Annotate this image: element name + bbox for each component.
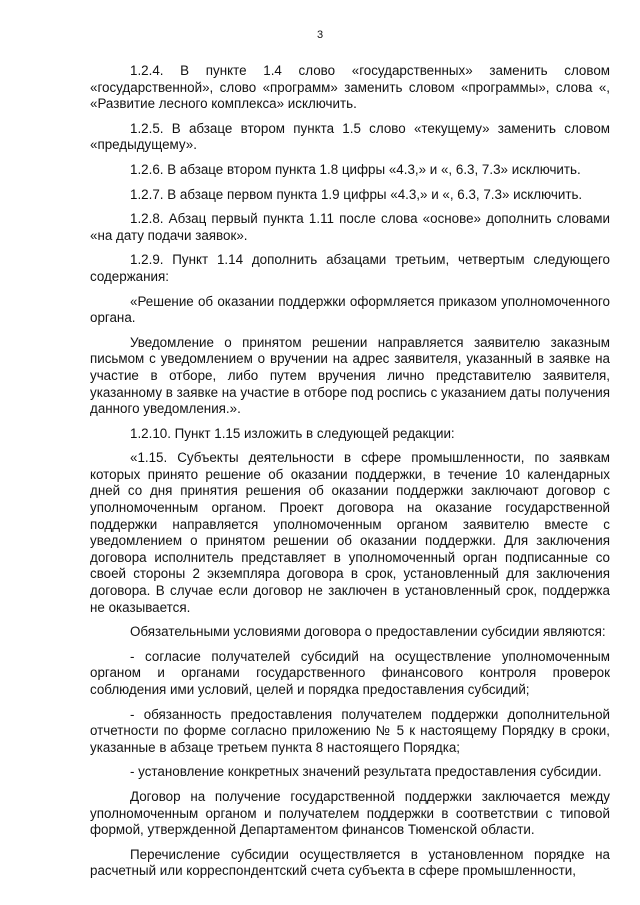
list-item-consent: - согласие получателей субсидий на осуществление уполномоченным органом и органами государственного финансового контроля проверок соблюдения ими условий, целей и порядка предоставления субсидий; [90, 648, 610, 697]
paragraph-notification: Уведомление о принятом решении направляется заявителю заказным письмом с уведомлением о вручении на адрес заявителя, указанный в заявке на участие в отборе, либо путем вручения лично представителю заявителя, указанному в заявке на участие в отборе под роспись с указанием даты получения данного уведомления.». [90, 334, 610, 417]
paragraph-1-2-4: 1.2.4. В пункте 1.4 слово «государственных» заменить словом «государственной», слово «программ» заменить словом «программы», слова «, «Развитие лесного комплекса» исключить. [90, 63, 610, 112]
paragraph-mandatory-conditions: Обязательными условиями договора о предоставлении субсидии являются: [130, 624, 606, 640]
paragraph-decision-quote: «Решение об оказании поддержки оформляется приказом уполномоченного органа. [90, 293, 610, 326]
paragraph-1-2-7: 1.2.7. В абзаце первом пункта 1.9 цифры «4.3,» и «, 6.3, 7.3» исключить. [130, 186, 583, 202]
paragraph-1-2-8: 1.2.8. Абзац первый пункта 1.11 после слова «основе» дополнить словами «на дату подачи заявок». [90, 211, 610, 243]
paragraph-1-2-6: 1.2.6. В абзаце втором пункта 1.8 цифры «4.3,» и «, 6.3, 7.3» исключить. [130, 161, 581, 177]
paragraph-1-15: «1.15. Субъекты деятельности в сфере промышленности, по заявкам которых принято решение об оказании поддержки, в течение 10 календарных дней со дня принятия решения об оказании поддержки заключают договор с уполномоченным органом. Проект договора на оказание государственной поддержки направляется уполномоченным органом заявителю вместе с уведомлением о принятом решении об оказании поддержки. Для заключения договора исполнитель представляет в уполномоченный орган подписанные со своей стороны 2 экземпляра договора в срок, установленный для заключения договора. В случае если договор не заключен в установленный срок, поддержка не оказывается. [90, 450, 610, 615]
paragraph-1-2-5: 1.2.5. В абзаце втором пункта 1.5 слово «текущему» заменить словом «предыдущему». [90, 120, 610, 153]
page-number: 3 [316, 29, 324, 41]
paragraph-transfer: Перечисление субсидии осуществляется в установленном порядке на расчетный или корреспондентский счета субъекта в сфере промышленности, [90, 846, 610, 879]
paragraph-typical-form: Договор на получение государственной поддержки заключается между уполномоченным органом и получателем поддержки в соответствии с типовой формой, утвержденной Департаментом финансов Тюменской области. [90, 788, 610, 838]
paragraph-1-2-10: 1.2.10. Пункт 1.15 изложить в следующей редакции: [130, 425, 455, 441]
document-body [90, 63, 610, 888]
list-item-result-values: - установление конкретных значений результата предоставления субсидии. [130, 764, 602, 780]
list-item-reporting: - обязанность предоставления получателем поддержки дополнительной отчетности по форме согласно приложению № 5 к настоящему Порядку в сроки, указанные в абзаце третьем пункта 8 настоящего Порядка; [90, 706, 610, 755]
paragraph-1-2-9: 1.2.9. Пункт 1.14 дополнить абзацами третьим, четвертым следующего содержания: [90, 252, 610, 284]
